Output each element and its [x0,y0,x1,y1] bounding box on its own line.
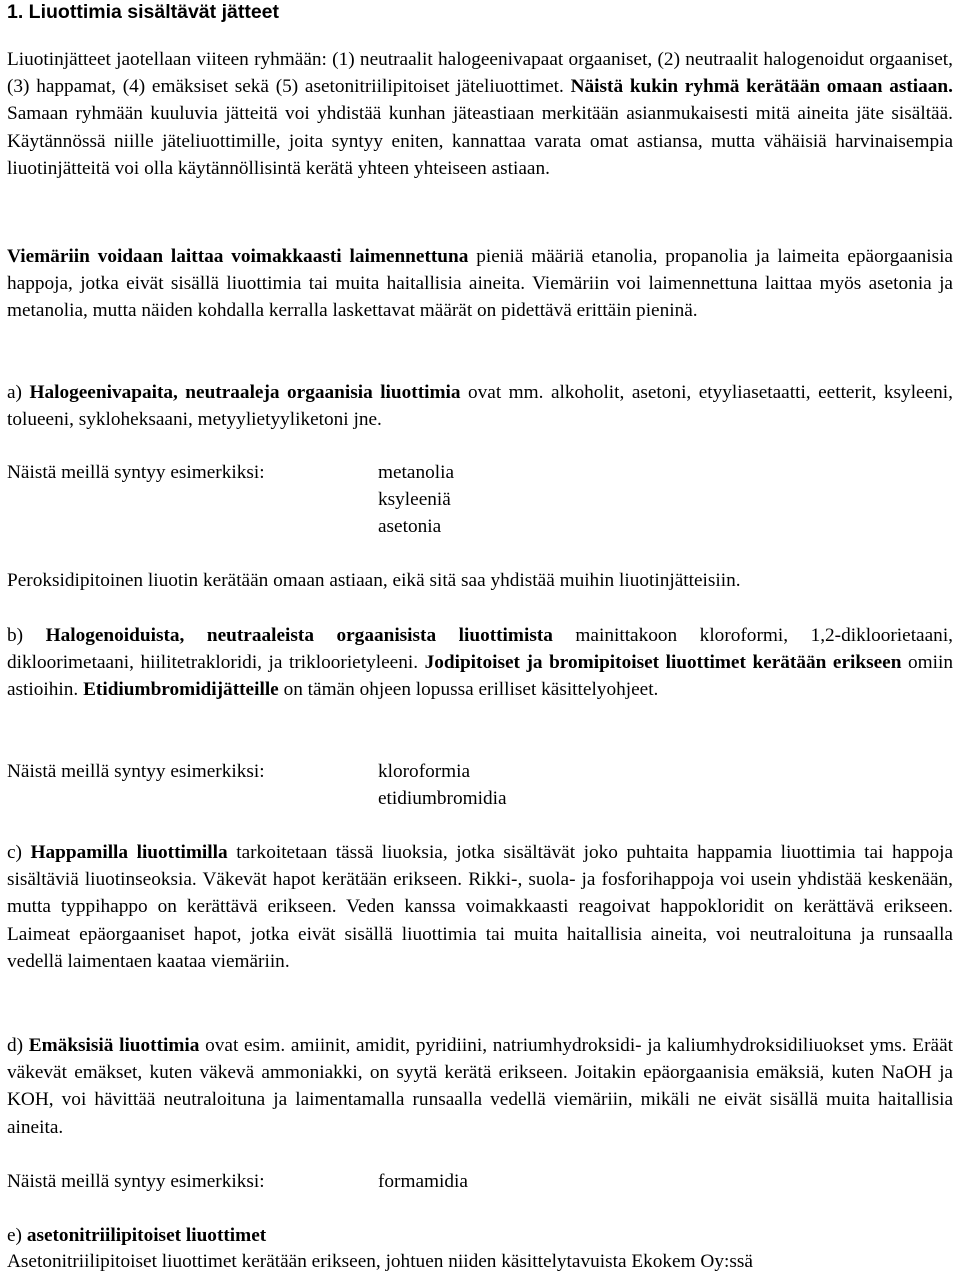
list-item: kloroformia [378,761,471,782]
list-item: etidiumbromidia [378,788,507,810]
section-b-example-list [378,758,507,812]
intro-sentence-3: Samaan ryhmään kuuluvia jätteitä voi yhdistää kunhan jäteastiaan merkitään asianmukaisesti mitä aineita jäte sisältää. [7,103,953,125]
section-c-paragraph [7,839,953,975]
section-e-heading: asetonitriilipitoiset liuottimet [26,1225,267,1246]
section-d-text: ovat esim. amiinit, amidit, pyridiini, natriumhydroksidi- ja kaliumhydroksidiliuokset yms. Eräät väkevät emäkset, kuten väkevä ammoniakki, on syytä kerätä erikseen. Joitakin epäorgaanisia emäksiä, kuten NaOH ja KOH, voi hävittää neutraloituna ja laimentamalla runsaalla vedellä viemäriin, mikäli ne eivät sisällä muita haitallisia aineita. [7,1035,953,1138]
section-e-prefix: e) [7,1225,22,1246]
example-label: Näistä meillä syntyy esimerkiksi: [7,761,265,782]
section-c-prefix: c) [7,842,22,863]
section-d-prefix: d) [7,1035,24,1056]
sewer-text: pieniä määriä etanolia, propanolia ja laimeita epäorgaanisia happoja, jotka eivät sisällä liuottimia tai muita haitallisia aineita. Viemäriin voi laimennettuna laittaa myös asetonia ja metanolia, mutta näiden kohdalla kerralla laskettavat määrät on pidettävä erittäin pieninä. [7,246,953,322]
section-c-text: tarkoitetaan tässä liuoksia, jotka sisältävät joko puhtaita happamia liuottimia tai happoja sisältäviä liuotinseoksia. Väkevät hapot kerätään erikseen. Rikki-, suola- ja fosforihappoja voi usein yhdistää keskenään, mutta typpihappo on kerättävä erikseen. Veden kanssa voimakkaasti reagoivat happokloridit on kerättävä erikseen. Laimeat epäorgaaniset hapot, jotka eivät sisällä liuottimia tai muita haitallisia aineita, voi neutraloituna ja runsaalla vedellä laimentaen kaataa viemäriin. [7,842,953,972]
list-item: metanolia [378,462,455,483]
section-c-heading: Happamilla liuottimilla [30,842,228,863]
section-a-paragraph [7,379,953,433]
section-e-text: Asetonitriilipitoiset liuottimet kerätään erikseen, johtuen niiden käsittelytavuista Ekokem Oy:ssä [7,1251,753,1272]
section-b-text-3: on tämän ohjeen lopussa erilliset käsittelyohjeet. [283,679,659,701]
section-b-bold-2: Jodipitoiset ja bromipitoiset liuottimet kerätään erikseen [424,652,902,674]
list-item: ksyleeniä [378,489,451,511]
section-e-heading-line [7,1222,953,1249]
section-b-bold-3: Etidiumbromidijätteille [83,679,279,701]
intro-sentence-4: Käytännössä niille jäteliuottimille, joita syntyy eniten, kannattaa varata omat astiansa, mutta vähäisiä harvinaisempia liuotinjätteitä voi olla käytännöllisintä kerätä yhteen yhteiseen astiaan. [7,130,953,179]
section-a-text: ovat mm. alkoholit, asetoni, etyyliasetaatti, eetterit, ksyleeni, tolueeni, sykloheksaani, metyylietyyliketoni jne. [7,382,953,431]
section-d-paragraph [7,1032,953,1141]
list-item: formamidia [378,1171,468,1192]
sewer-bold: Viemäriin voidaan laittaa voimakkaasti laimennettuna [7,246,469,267]
section-b-prefix: b) [7,625,24,646]
section-b-text-1: mainittakoon kloroformi, 1,2-dikloorietaani, dikloorimetaani, hiilitetrakloridi, ja trikloorietyleeni. [7,625,953,674]
intro-sentence-1: Liuotinjätteet jaotellaan viiteen ryhmään: (1) neutraalit halogeenivapaat orgaaniset, (2) neutraalit halogenoidut orgaaniset, (3) happamat, (4) emäksiset sekä (5) asetonitriilipitoiset jäteliuottimet. [7,49,953,98]
peroxide-note: Peroksidipitoinen liuotin kerätään omaan astiaan, eikä sitä saa yhdistää muihin liuotinjätteisiin. [7,570,741,591]
section-b-paragraph [7,622,953,704]
page-title: 1. Liuottimia sisältävät jätteet [7,1,280,23]
section-d-heading: Emäksisiä liuottimia [28,1035,200,1056]
intro-bold-sentence: Näistä kukin ryhmä kerätään omaan astiaan. [570,76,953,98]
section-a-example-list [378,459,454,541]
section-d-example-list [378,1168,468,1195]
section-a-heading: Halogeenivapaita, neutraaleja orgaanisia liuottimia [29,382,461,403]
section-b-heading: Halogenoiduista, neutraaleista orgaanisista liuottimista [45,625,553,646]
example-label: Näistä meillä syntyy esimerkiksi: [7,1171,265,1192]
section-a-prefix: a) [7,382,22,403]
example-label: Näistä meillä syntyy esimerkiksi: [7,462,265,483]
list-item: asetonia [378,516,442,538]
intro-paragraph [7,46,953,182]
sewer-paragraph [7,243,953,325]
section-b-text-2: omiin astioihin. [7,652,953,701]
